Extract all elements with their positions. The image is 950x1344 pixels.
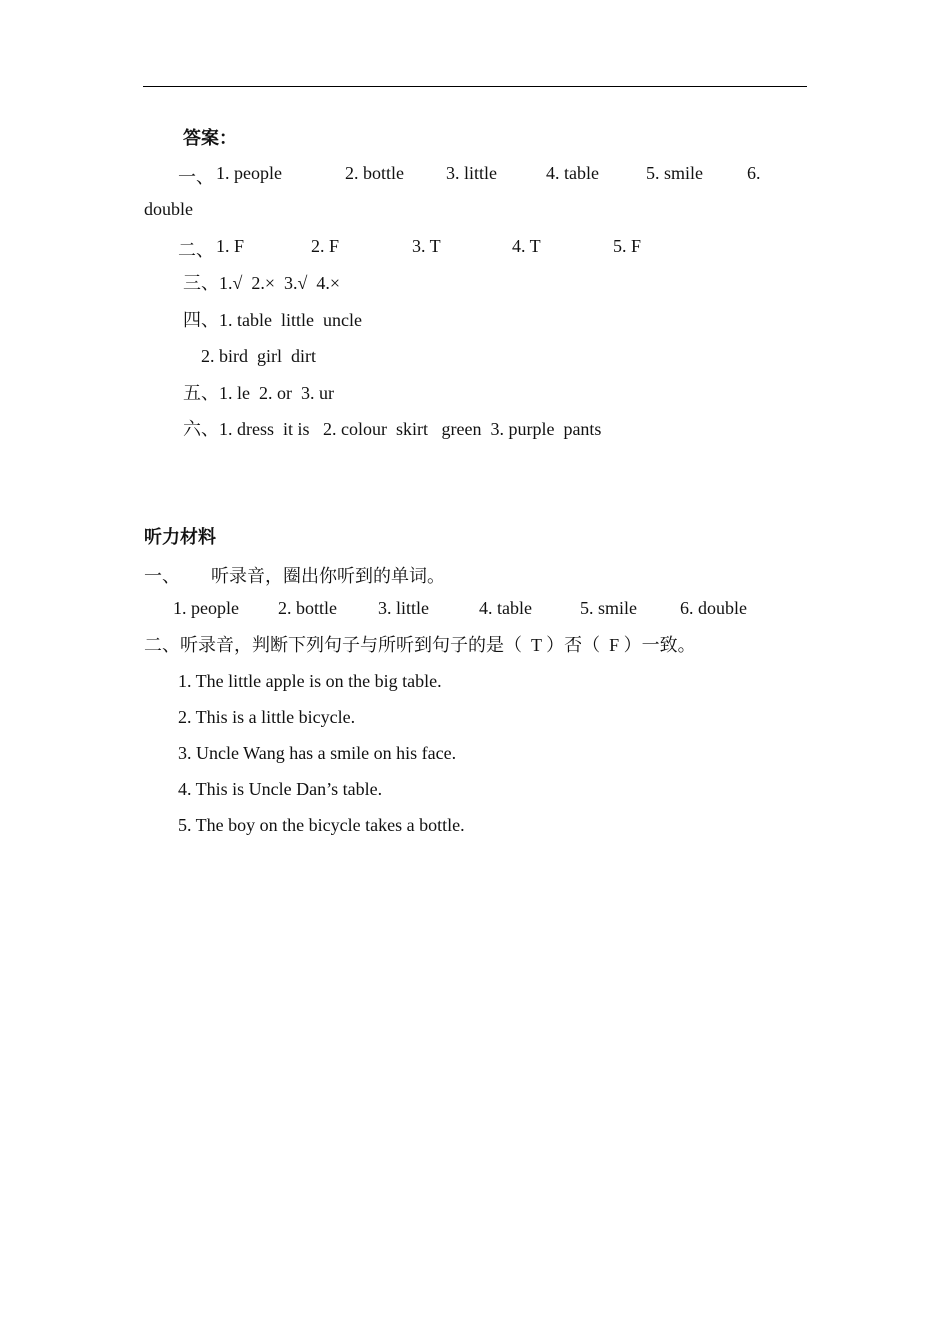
answers-section-4-line-2: 2. bird girl dirt bbox=[201, 346, 316, 366]
word-item: 5. smile bbox=[580, 598, 637, 618]
answers-section-6: 六、1. dress it is 2. colour skirt green 3. purple pants bbox=[183, 419, 602, 439]
listening-heading: 听力材料 bbox=[144, 527, 216, 547]
listening-part-2-instruction: 二、听录音，判断下列句子与所听到句子的是（ T ）否（ F ）一致。 bbox=[144, 635, 696, 655]
header-rule bbox=[143, 86, 807, 87]
part-label: 一、 bbox=[144, 566, 180, 586]
word-item: 3. little bbox=[378, 598, 429, 618]
answer-item: 6. bbox=[747, 163, 761, 183]
section-label: 一、 bbox=[178, 167, 214, 187]
word-item: 6. double bbox=[680, 598, 747, 618]
answer-item: 2. F bbox=[311, 236, 340, 256]
answer-item: 5. smile bbox=[646, 163, 703, 183]
section-label: 二、 bbox=[178, 240, 214, 260]
answer-item-wrap: double bbox=[144, 199, 193, 219]
answer-item: 3. T bbox=[412, 236, 441, 256]
answers-section-3: 三、1.√ 2.× 3.√ 4.× bbox=[183, 273, 341, 293]
sentence-item: 1. The little apple is on the big table. bbox=[178, 671, 442, 691]
answer-item: 1. people bbox=[216, 163, 282, 183]
answer-item: 2. bottle bbox=[345, 163, 404, 183]
sentence-item: 3. Uncle Wang has a smile on his face. bbox=[178, 743, 457, 763]
sentence-item: 5. The boy on the bicycle takes a bottle. bbox=[178, 815, 465, 835]
part-instruction: 听录音，圈出你听到的单词。 bbox=[211, 566, 445, 586]
answer-item: 5. F bbox=[613, 236, 642, 256]
answers-heading: 答案： bbox=[183, 128, 237, 148]
answer-item: 3. little bbox=[446, 163, 497, 183]
answers-section-5: 五、1. le 2. or 3. ur bbox=[183, 383, 334, 403]
answer-item: 4. T bbox=[512, 236, 541, 256]
word-item: 2. bottle bbox=[278, 598, 337, 618]
sentence-item: 4. This is Uncle Dan’s table. bbox=[178, 779, 383, 799]
word-item: 4. table bbox=[479, 598, 532, 618]
word-item: 1. people bbox=[173, 598, 239, 618]
answer-item: 4. table bbox=[546, 163, 599, 183]
sentence-item: 2. This is a little bicycle. bbox=[178, 707, 356, 727]
answer-item: 1. F bbox=[216, 236, 245, 256]
answers-section-4-line-1: 四、1. table little uncle bbox=[183, 310, 362, 330]
